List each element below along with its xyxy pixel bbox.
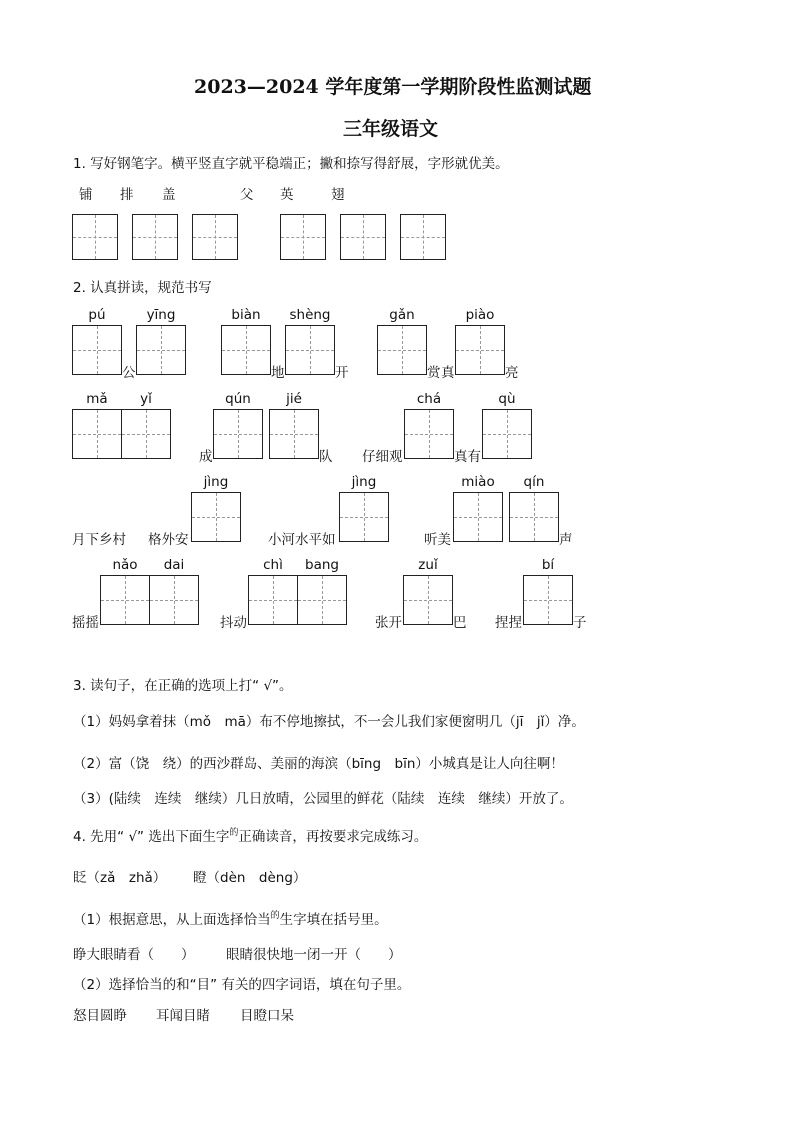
- row-text: 队: [319, 449, 333, 465]
- writing-box[interactable]: [280, 214, 326, 260]
- pinyin-label: dai: [163, 557, 185, 573]
- q4-sub2: （2）选择恰当的和“目” 有关的四字词语，填在句子里。: [73, 977, 411, 993]
- writing-box[interactable]: [269, 409, 319, 459]
- pinyin-label: piào: [465, 307, 495, 323]
- row-text: 公: [122, 365, 136, 381]
- row-text: 声: [559, 532, 573, 548]
- row-text: 张开: [375, 615, 402, 631]
- pinyin-label: qù: [498, 391, 516, 407]
- pinyin-label: bang: [305, 557, 339, 573]
- row-text: 开: [335, 365, 349, 381]
- pinyin-label: mǎ: [86, 391, 108, 407]
- pinyin-label: chá: [416, 391, 442, 407]
- pinyin-label: biàn: [231, 307, 261, 323]
- q3-item: （2）富（饶 绕）的西沙群岛、美丽的海滨（bīng bīn）小城真是让人向往啊！: [73, 756, 564, 772]
- q4-sub1: [73, 908, 388, 928]
- q1-prompt: 1. 写好钢笔字。横平竖直字就平稳端正；撇和捺写得舒展，字形就优美。: [73, 156, 509, 172]
- row-text: 地: [271, 365, 285, 381]
- row-text: 子: [573, 615, 587, 631]
- writing-box[interactable]: [482, 409, 532, 459]
- q4-sub1-sup: 的: [270, 911, 280, 921]
- writing-box[interactable]: [121, 409, 171, 459]
- pinyin-label: qún: [225, 391, 251, 407]
- q3-prompt: 3. 读句子，在正确的选项上打“ √”。: [73, 678, 293, 694]
- writing-box[interactable]: [132, 214, 178, 260]
- row-text: 听美: [424, 532, 451, 548]
- row-text: 格外安: [148, 532, 189, 548]
- q1-char: 排: [120, 187, 134, 203]
- writing-box[interactable]: [453, 492, 503, 542]
- row-text: 真有: [454, 449, 481, 465]
- q4-zha: 眨（zǎ zhǎ）: [73, 870, 167, 886]
- row-text: 亮: [505, 365, 519, 381]
- q4-sub1-a: （1）根据意思，从上面选择恰当: [73, 912, 271, 928]
- writing-box[interactable]: [297, 575, 347, 625]
- pinyin-label: chì: [263, 557, 283, 573]
- writing-box[interactable]: [248, 575, 298, 625]
- row-text: 巴: [453, 615, 467, 631]
- row-text: 抖动: [220, 615, 247, 631]
- q1-char: 父: [240, 187, 254, 203]
- idiom-option: 怒目圆睁: [73, 1008, 127, 1024]
- q1-char: 英: [280, 187, 294, 203]
- pinyin-label: zuǐ: [418, 557, 438, 573]
- q1-char: 铺: [79, 187, 93, 203]
- writing-box[interactable]: [100, 575, 150, 625]
- pinyin-label: bí: [541, 557, 555, 573]
- writing-box[interactable]: [509, 492, 559, 542]
- row-text: 成: [199, 449, 213, 465]
- idiom-option: 耳闻目睹: [156, 1008, 210, 1024]
- writing-box[interactable]: [339, 492, 389, 542]
- fill-blank-2[interactable]: 眼睛很快地一闭一开（ ）: [226, 947, 402, 963]
- writing-box[interactable]: [72, 409, 122, 459]
- writing-box[interactable]: [191, 492, 241, 542]
- q4-sub1-b: 生字填在括号里。: [279, 912, 388, 928]
- q2-prompt: 2. 认真拼读，规范书写: [73, 280, 212, 296]
- writing-box[interactable]: [72, 214, 118, 260]
- q4-prompt-a: 4. 先用“ √” 选出下面生字: [73, 829, 230, 845]
- pinyin-label: pú: [88, 307, 106, 323]
- writing-box[interactable]: [455, 325, 505, 375]
- writing-box[interactable]: [192, 214, 238, 260]
- fill-blank-1[interactable]: 睁大眼睛看（ ）: [73, 947, 195, 963]
- pinyin-label: jié: [286, 391, 302, 407]
- q1-char: 盖: [162, 187, 176, 203]
- row-text: 仔细观: [362, 449, 403, 465]
- pinyin-label: jìng: [203, 474, 229, 490]
- row-text: 月下乡村: [72, 532, 126, 548]
- idiom-option: 目瞪口呆: [240, 1008, 294, 1024]
- pinyin-label: yǐ: [140, 391, 152, 407]
- writing-box[interactable]: [377, 325, 427, 375]
- writing-box[interactable]: [340, 214, 386, 260]
- writing-box[interactable]: [523, 575, 573, 625]
- writing-box[interactable]: [403, 575, 453, 625]
- writing-box[interactable]: [213, 409, 263, 459]
- writing-box[interactable]: [221, 325, 271, 375]
- q1-char: 翅: [331, 187, 345, 203]
- writing-box[interactable]: [400, 214, 446, 260]
- row-text: 捏捏: [495, 615, 522, 631]
- writing-box[interactable]: [136, 325, 186, 375]
- q4-prompt-sup: 的: [229, 828, 239, 838]
- writing-box[interactable]: [404, 409, 454, 459]
- q3-item: （1）妈妈拿着抹（mǒ mā）布不停地擦拭，不一会儿我们家便窗明几（jī jǐ）净。: [73, 714, 585, 730]
- pinyin-label: jìng: [351, 474, 377, 490]
- pinyin-label: qín: [523, 474, 545, 490]
- row-text: 摇摇: [72, 615, 99, 631]
- pinyin-label: yīng: [146, 307, 176, 323]
- exam-title: 2023—2024 学年度第一学期阶段性监测试题: [194, 76, 592, 98]
- writing-box[interactable]: [285, 325, 335, 375]
- q4-prompt: [73, 825, 427, 845]
- row-text: 赏: [427, 365, 441, 381]
- q3-item: （3）(陆续 连续 继续）几日放晴，公园里的鲜花（陆续 连续 继续）开放了。: [73, 791, 573, 807]
- exam-subtitle: 三年级语文: [343, 118, 439, 140]
- pinyin-label: nǎo: [112, 557, 138, 573]
- q4-deng: 瞪（dèn dèng）: [193, 870, 307, 886]
- pinyin-label: gǎn: [389, 307, 415, 323]
- pinyin-label: miào: [461, 474, 495, 490]
- row-text: 真: [441, 365, 455, 381]
- row-text: 小河水平如: [268, 532, 336, 548]
- pinyin-label: shèng: [289, 307, 331, 323]
- writing-box[interactable]: [72, 325, 122, 375]
- q4-prompt-b: 正确读音，再按要求完成练习。: [238, 829, 428, 845]
- writing-box[interactable]: [149, 575, 199, 625]
